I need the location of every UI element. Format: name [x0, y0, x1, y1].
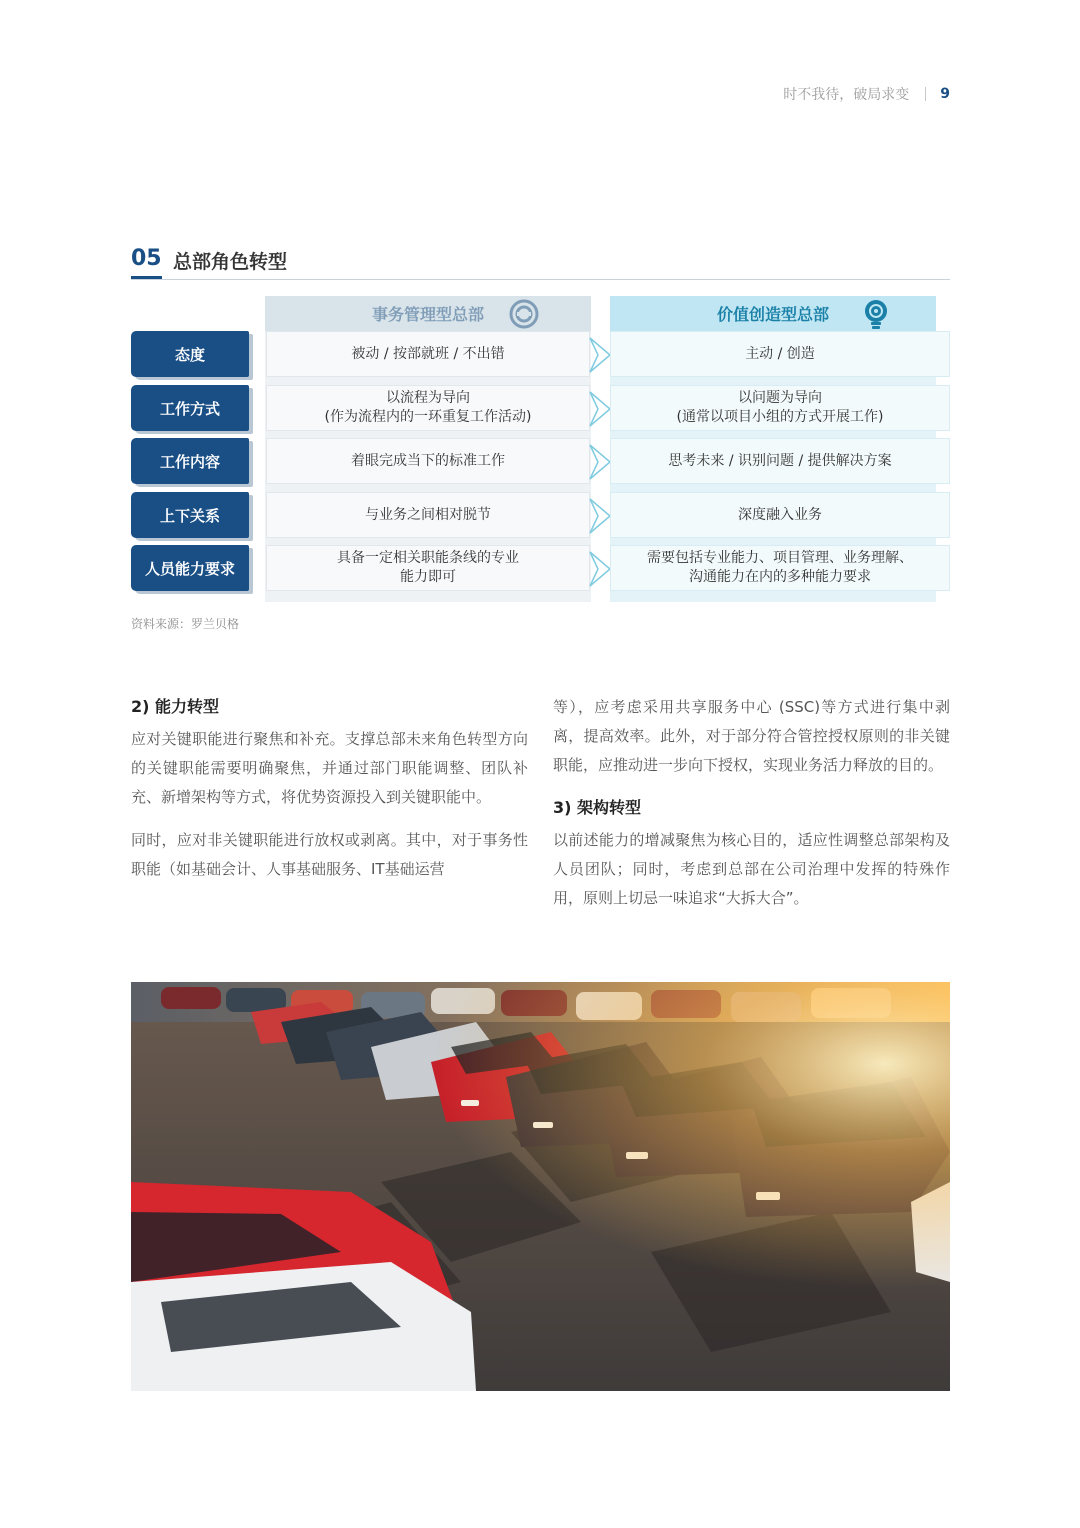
left-cell: 着眼完成当下的标准工作 — [266, 438, 590, 484]
parking-lot-cars-photo — [131, 982, 950, 1391]
subsection-heading: 2) 能力转型 — [131, 697, 220, 716]
target-icon — [507, 299, 541, 329]
right-column-header — [610, 296, 936, 331]
paragraph: 应对关键职能进行聚焦和补充。支撑总部未来角色转型方向的关键职能需要明确聚焦，并通过部门职能调整、团队补充、新增架构等方式，将优势资源投入到关键职能中。 — [131, 730, 528, 806]
source-note: 资料来源：罗兰贝格 — [131, 617, 240, 631]
left-column-title: 事务管理型总部 — [371, 305, 484, 324]
photo-illustration — [131, 982, 950, 1391]
section-number: 05 — [131, 246, 162, 279]
right-cell: 深度融入业务 — [610, 492, 950, 538]
left-column-header — [265, 296, 591, 331]
text-column-left — [131, 693, 528, 898]
right-cell: 以问题为导向 (通常以项目小组的方式开展工作) — [610, 385, 950, 431]
section-heading: 总部角色转型 — [173, 251, 288, 273]
comparison-row-attitude — [131, 331, 950, 379]
lightbulb-icon — [862, 299, 890, 331]
paragraph: 以前述能力的增减聚焦为核心目的，适应性调整总部架构及人员团队；同时，考虑到总部在公司治理中发挥的特殊作用，原则上切忌一味追求“大拆大合”。 — [553, 831, 950, 907]
row-label: 工作内容 — [131, 438, 249, 484]
comparison-row-work-content — [131, 438, 950, 486]
paragraph: 等），应考虑采用共享服务中心 (SSC)等方式进行集中剥离，提高效率。此外，对于部分符合管控授权原则的非关键职能，应推动进一步向下授权，实现业务活力释放的目的。 — [553, 698, 950, 774]
running-head — [783, 84, 950, 104]
left-cell: 与业务之间相对脱节 — [266, 492, 590, 538]
row-label: 人员能力要求 — [131, 545, 249, 591]
paragraph: 同时，应对非关键职能进行放权或剥离。其中，对于事务性职能（如基础会计、人事基础服务、IT基础运营 — [131, 831, 528, 878]
subsection-heading: 3) 架构转型 — [553, 798, 642, 817]
row-label: 态度 — [131, 331, 249, 377]
left-cell: 具备一定相关职能条线的专业 能力即可 — [266, 545, 590, 591]
right-cell: 主动 / 创造 — [610, 331, 950, 377]
section-title — [131, 244, 950, 280]
row-label: 工作方式 — [131, 385, 249, 431]
left-cell: 被动 / 按部就班 / 不出错 — [266, 331, 590, 377]
header-divider — [925, 87, 926, 101]
text-column-right — [553, 693, 950, 927]
page-number: 9 — [940, 86, 950, 102]
left-cell: 以流程为导向 (作为流程内的一环重复工作活动) — [266, 385, 590, 431]
right-column-title: 价值创造型总部 — [716, 305, 829, 324]
running-title: 时不我待，破局求变 — [783, 87, 910, 103]
right-cell: 思考未来 / 识别问题 / 提供解决方案 — [610, 438, 950, 484]
comparison-row-capability — [131, 545, 950, 593]
row-label: 上下关系 — [131, 492, 249, 538]
right-cell: 需要包括专业能力、项目管理、业务理解、 沟通能力在内的多种能力要求 — [610, 545, 950, 591]
comparison-row-work-mode — [131, 385, 950, 433]
comparison-row-relationship — [131, 492, 950, 540]
